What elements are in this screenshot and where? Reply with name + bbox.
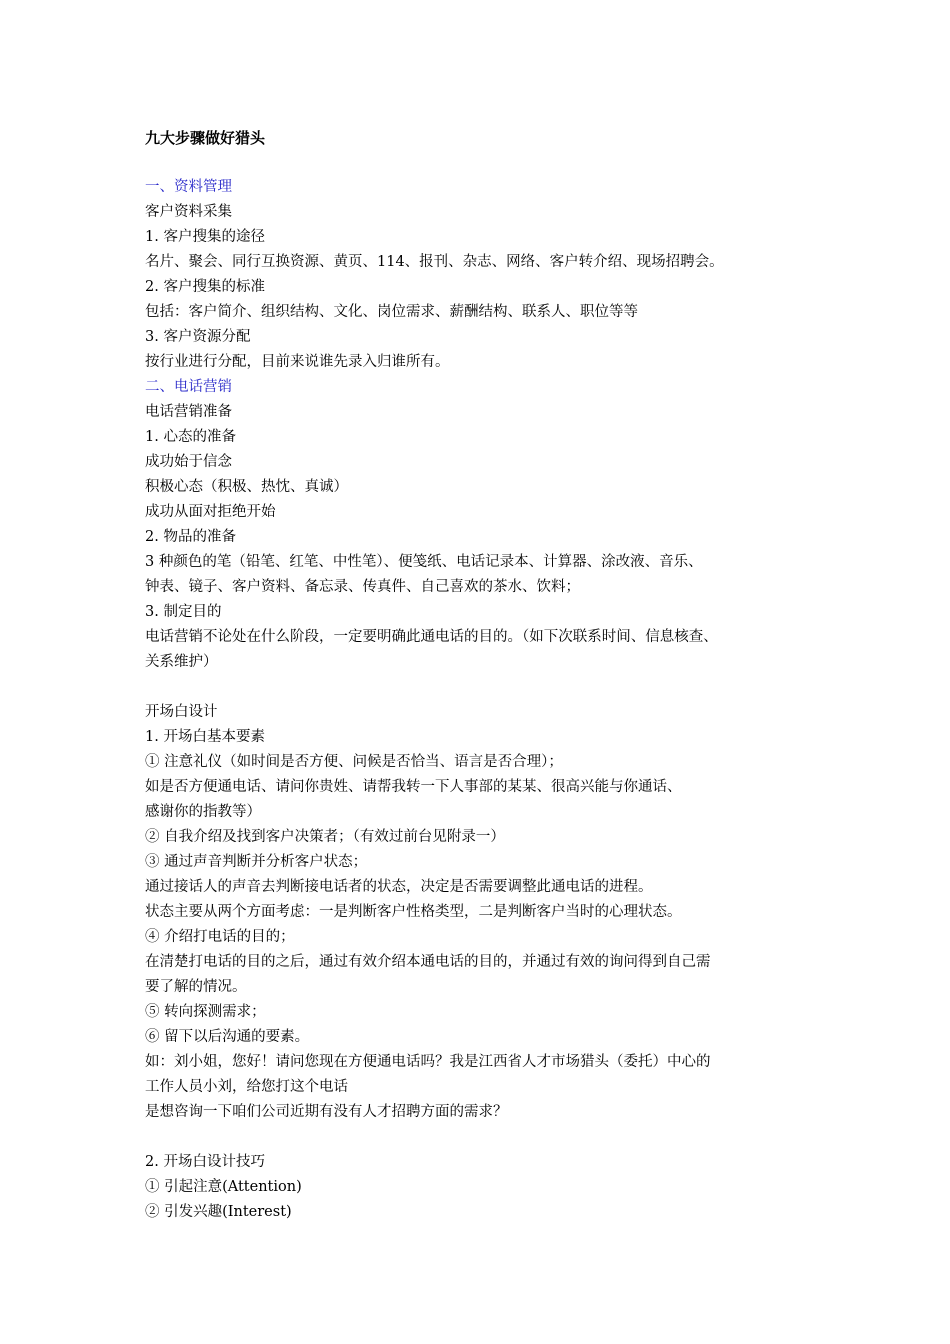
text-line: ① 注意礼仪（如时间是否方便、问候是否恰当、语言是否合理）； [145, 754, 563, 770]
text-line: 1. 客户搜集的途径 [145, 229, 265, 245]
text-line: ① 引起注意(Attention) [145, 1179, 302, 1195]
text-line: 在清楚打电话的目的之后，通过有效介绍本通电话的目的，并通过有效的询问得到自己需 [145, 954, 711, 970]
section-heading: 二、电话营销 [145, 379, 232, 395]
text-line: 关系维护） [145, 654, 218, 670]
text-line: ③ 通过声音判断并分析客户状态； [145, 854, 368, 870]
text-line: ② 自我介绍及找到客户决策者；（有效过前台见附录一） [145, 829, 505, 845]
text-line: 2. 物品的准备 [145, 529, 236, 545]
text-line: 工作人员小刘，给您打这个电话 [145, 1079, 348, 1095]
section-heading: 一、资料管理 [145, 179, 232, 195]
text-line: 3. 客户资源分配 [145, 329, 251, 345]
blank-line [145, 1125, 825, 1150]
text-line: 积极心态（积极、热忱、真诚） [145, 479, 348, 495]
text-line: 如：刘小姐，您好！请问您现在方便通电话吗？我是江西省人才市场猎头（委托）中心的 [145, 1054, 711, 1070]
blank-line [145, 675, 825, 700]
text-line: 感谢你的指教等） [145, 804, 261, 820]
document-title: 九大步骤做好猎头 [145, 129, 266, 147]
text-line: 1. 心态的准备 [145, 429, 236, 445]
text-line: ② 引发兴趣(Interest) [145, 1204, 292, 1220]
text-line: 成功从面对拒绝开始 [145, 504, 276, 520]
text-line: 成功始于信念 [145, 454, 232, 470]
text-line: 按行业进行分配，目前来说谁先录入归谁所有。 [145, 354, 450, 370]
text-line: ④ 介绍打电话的目的； [145, 929, 295, 945]
text-line: 3 种颜色的笔（铅笔、红笔、中性笔）、便笺纸、电话记录本、计算器、涂改液、音乐、 [145, 554, 703, 570]
text-line: 名片、聚会、同行互换资源、黄页、114、报刊、杂志、网络、客户转介绍、现场招聘会。 [145, 254, 724, 270]
text-line: 开场白设计 [145, 704, 218, 720]
text-line: 钟表、镜子、客户资料、备忘录、传真件、自己喜欢的茶水、饮料； [145, 579, 580, 595]
text-line: 客户资料采集 [145, 204, 232, 220]
text-line: 通过接话人的声音去判断接电话者的状态，决定是否需要调整此通电话的进程。 [145, 879, 653, 895]
text-line: 如是否方便通电话、请问你贵姓、请帮我转一下人事部的某某、很高兴能与你通话、 [145, 779, 682, 795]
text-line: 3. 制定目的 [145, 604, 222, 620]
text-line: 电话营销不论处在什么阶段，一定要明确此通电话的目的。（如下次联系时间、信息核查、 [145, 629, 718, 645]
text-line: ⑥ 留下以后沟通的要素。 [145, 1029, 310, 1045]
text-line: 要了解的情况。 [145, 979, 247, 995]
text-line: 2. 开场白设计技巧 [145, 1154, 265, 1170]
text-line: 是想咨询一下咱们公司近期有没有人才招聘方面的需求？ [145, 1104, 508, 1120]
text-line: 1. 开场白基本要素 [145, 729, 265, 745]
text-line: ⑤ 转向探测需求； [145, 1004, 266, 1020]
document-body [145, 175, 825, 1225]
text-line: 2. 客户搜集的标准 [145, 279, 265, 295]
text-line: 包括：客户简介、组织结构、文化、岗位需求、薪酬结构、联系人、职位等等 [145, 304, 638, 320]
text-line: 电话营销准备 [145, 404, 232, 420]
text-line: 状态主要从两个方面考虑：一是判断客户性格类型，二是判断客户当时的心理状态。 [145, 904, 682, 920]
